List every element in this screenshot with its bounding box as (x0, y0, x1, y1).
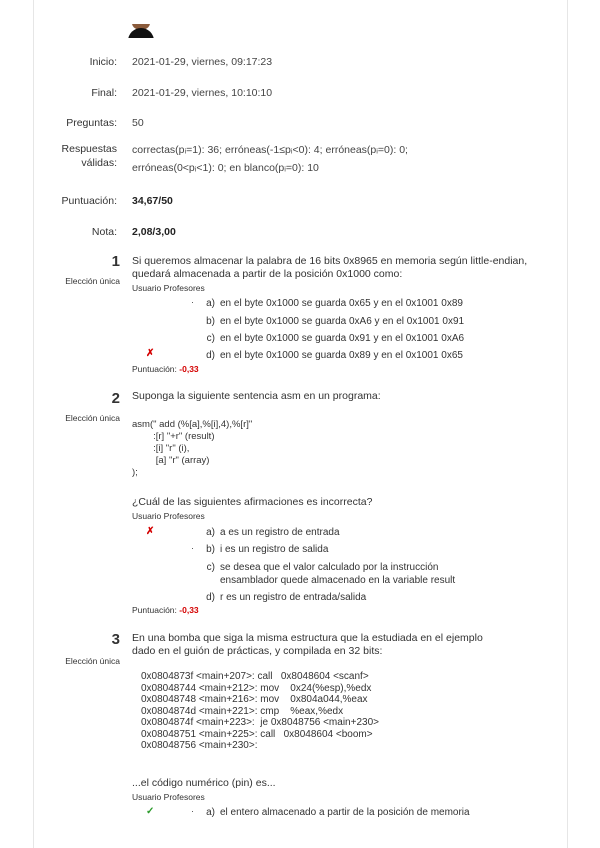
question-type: Elección única (65, 656, 120, 666)
option-c-continued (199, 575, 455, 586)
option-a[interactable] (199, 527, 340, 538)
answer-dot-icon: · (191, 806, 194, 816)
respuestas-line-2: erróneas(0<pᵢ<1): 0; en blanco(pᵢ=0): 10 (132, 162, 319, 174)
score-value: -0,33 (179, 364, 199, 374)
question-text-line-2: dado en el guión de prácticas, y compilada en 32 bits: (132, 645, 383, 657)
option-c[interactable] (199, 333, 464, 344)
score-label: Puntuación: (132, 605, 177, 615)
respuestas-line-1: correctas(pᵢ=1): 36; erróneas(-1≤pᵢ<0): 4; erróneas(pᵢ=0): 0; (132, 144, 408, 156)
code-line: asm(" add (%[a],%[i],4),%[r]" (132, 419, 253, 430)
option-label: d) (206, 350, 215, 361)
option-label: c) (206, 562, 215, 573)
inicio-label: Inicio: (89, 56, 117, 68)
question-score (132, 605, 199, 615)
question-text: Si queremos almacenar la palabra de 16 bits 0x8965 en memoria según little-endian, quedará almacenada a partir de la posición 0x1000 como: (132, 255, 528, 280)
option-text: el entero almacenado a partir de la posición de memoria (220, 807, 470, 818)
puntuacion-label: Puntuación: (61, 195, 117, 207)
answer-dot-icon: · (191, 297, 194, 307)
option-text: en el byte 0x1000 se guarda 0xA6 y en el 0x1001 0x91 (220, 316, 465, 327)
option-label: b) (206, 544, 215, 555)
option-label: b) (206, 316, 215, 327)
score-value: -0,33 (179, 605, 199, 615)
code-line: ); (132, 467, 138, 478)
code-line: :[i] "r" (i), (132, 443, 190, 454)
option-text: i es un registro de salida (220, 544, 329, 555)
puntuacion-value: 34,67/50 (132, 195, 173, 207)
option-c[interactable] (199, 562, 438, 573)
option-a[interactable] (199, 298, 463, 309)
respuestas-label-2: válidas: (81, 157, 117, 169)
gdb-disassembly-block (141, 671, 379, 752)
option-text: en el byte 0x1000 se guarda 0x89 y en el 0x1001 0x65 (220, 350, 463, 361)
avatar (128, 24, 154, 38)
option-text: ensamblador quede almacenado en la variable result (220, 575, 456, 586)
option-text: en el byte 0x1000 se guarda 0x65 y en el 0x1001 0x89 (220, 298, 463, 309)
code-line: 0x08048756 <main+230>: (141, 740, 258, 751)
wrong-answer-icon: ✗ (146, 526, 155, 537)
question-number: 2 (111, 390, 120, 407)
option-d[interactable] (199, 592, 366, 603)
user-label: Usuario Profesores (132, 283, 205, 293)
question-text: Suponga la siguiente sentencia asm en un programa: (132, 390, 381, 402)
user-label: Usuario Profesores (132, 511, 205, 521)
code-line: 0x0804874d <main+221>: cmp %eax,%edx (141, 705, 344, 717)
code-line: 0x08048751 <main+225>: call 0x8048604 <boom> (141, 728, 373, 740)
option-label: d) (206, 592, 215, 603)
question-number: 3 (111, 631, 120, 648)
question-score (132, 364, 199, 374)
preguntas-label: Preguntas: (66, 117, 117, 129)
asm-code-block (132, 419, 252, 479)
question-type: Elección única (65, 413, 120, 423)
answer-dot-icon: · (191, 543, 194, 553)
nota-value: 2,08/3,00 (132, 226, 176, 238)
final-value: 2021-01-29, viernes, 10:10:10 (132, 87, 273, 99)
question-prompt: ¿Cuál de las siguientes afirmaciones es incorrecta? (132, 496, 373, 508)
wrong-answer-icon: ✗ (146, 348, 155, 359)
final-label: Final: (91, 87, 117, 99)
question-type: Elección única (65, 276, 120, 286)
option-text: r es un registro de entrada/salida (220, 592, 367, 603)
preguntas-value: 50 (132, 117, 144, 129)
question-text-line-1: En una bomba que siga la misma estructura que la estudiada en el ejemplo (132, 632, 483, 644)
question-number: 1 (111, 253, 120, 270)
option-text: en el byte 0x1000 se guarda 0x91 y en el 0x1001 0xA6 (220, 333, 465, 344)
option-b[interactable] (199, 316, 464, 327)
code-line: 0x0804874f <main+223>: je 0x8048756 <main+230> (141, 717, 379, 728)
user-label: Usuario Profesores (132, 792, 205, 802)
code-line: [a] "r" (array) (132, 455, 210, 466)
option-a[interactable] (199, 807, 470, 818)
code-line: :[r] "+r" (result) (132, 431, 215, 442)
option-label: a) (206, 807, 215, 818)
option-label: c) (206, 333, 215, 344)
option-d[interactable] (199, 350, 463, 361)
inicio-value: 2021-01-29, viernes, 09:17:23 (132, 56, 273, 68)
nota-label: Nota: (91, 226, 117, 238)
option-text: a es un registro de entrada (220, 527, 340, 538)
correct-answer-icon: ✓ (146, 806, 155, 817)
score-label: Puntuación: (132, 364, 177, 374)
option-b[interactable] (199, 544, 328, 555)
code-line: 0x08048748 <main+216>: mov 0x804a044,%eax (141, 694, 368, 705)
option-text: se desea que el valor calculado por la instrucción (220, 562, 439, 573)
code-line: 0x08048744 <main+212>: mov 0x24(%esp),%edx (141, 682, 372, 694)
code-line: 0x0804873f <main+207>: call 0x8048604 <scanf> (141, 671, 369, 682)
option-label: a) (206, 298, 215, 309)
respuestas-label-1: Respuestas (61, 143, 117, 155)
question-prompt: ...el código numérico (pin) es... (132, 777, 276, 789)
option-label: a) (206, 527, 215, 538)
